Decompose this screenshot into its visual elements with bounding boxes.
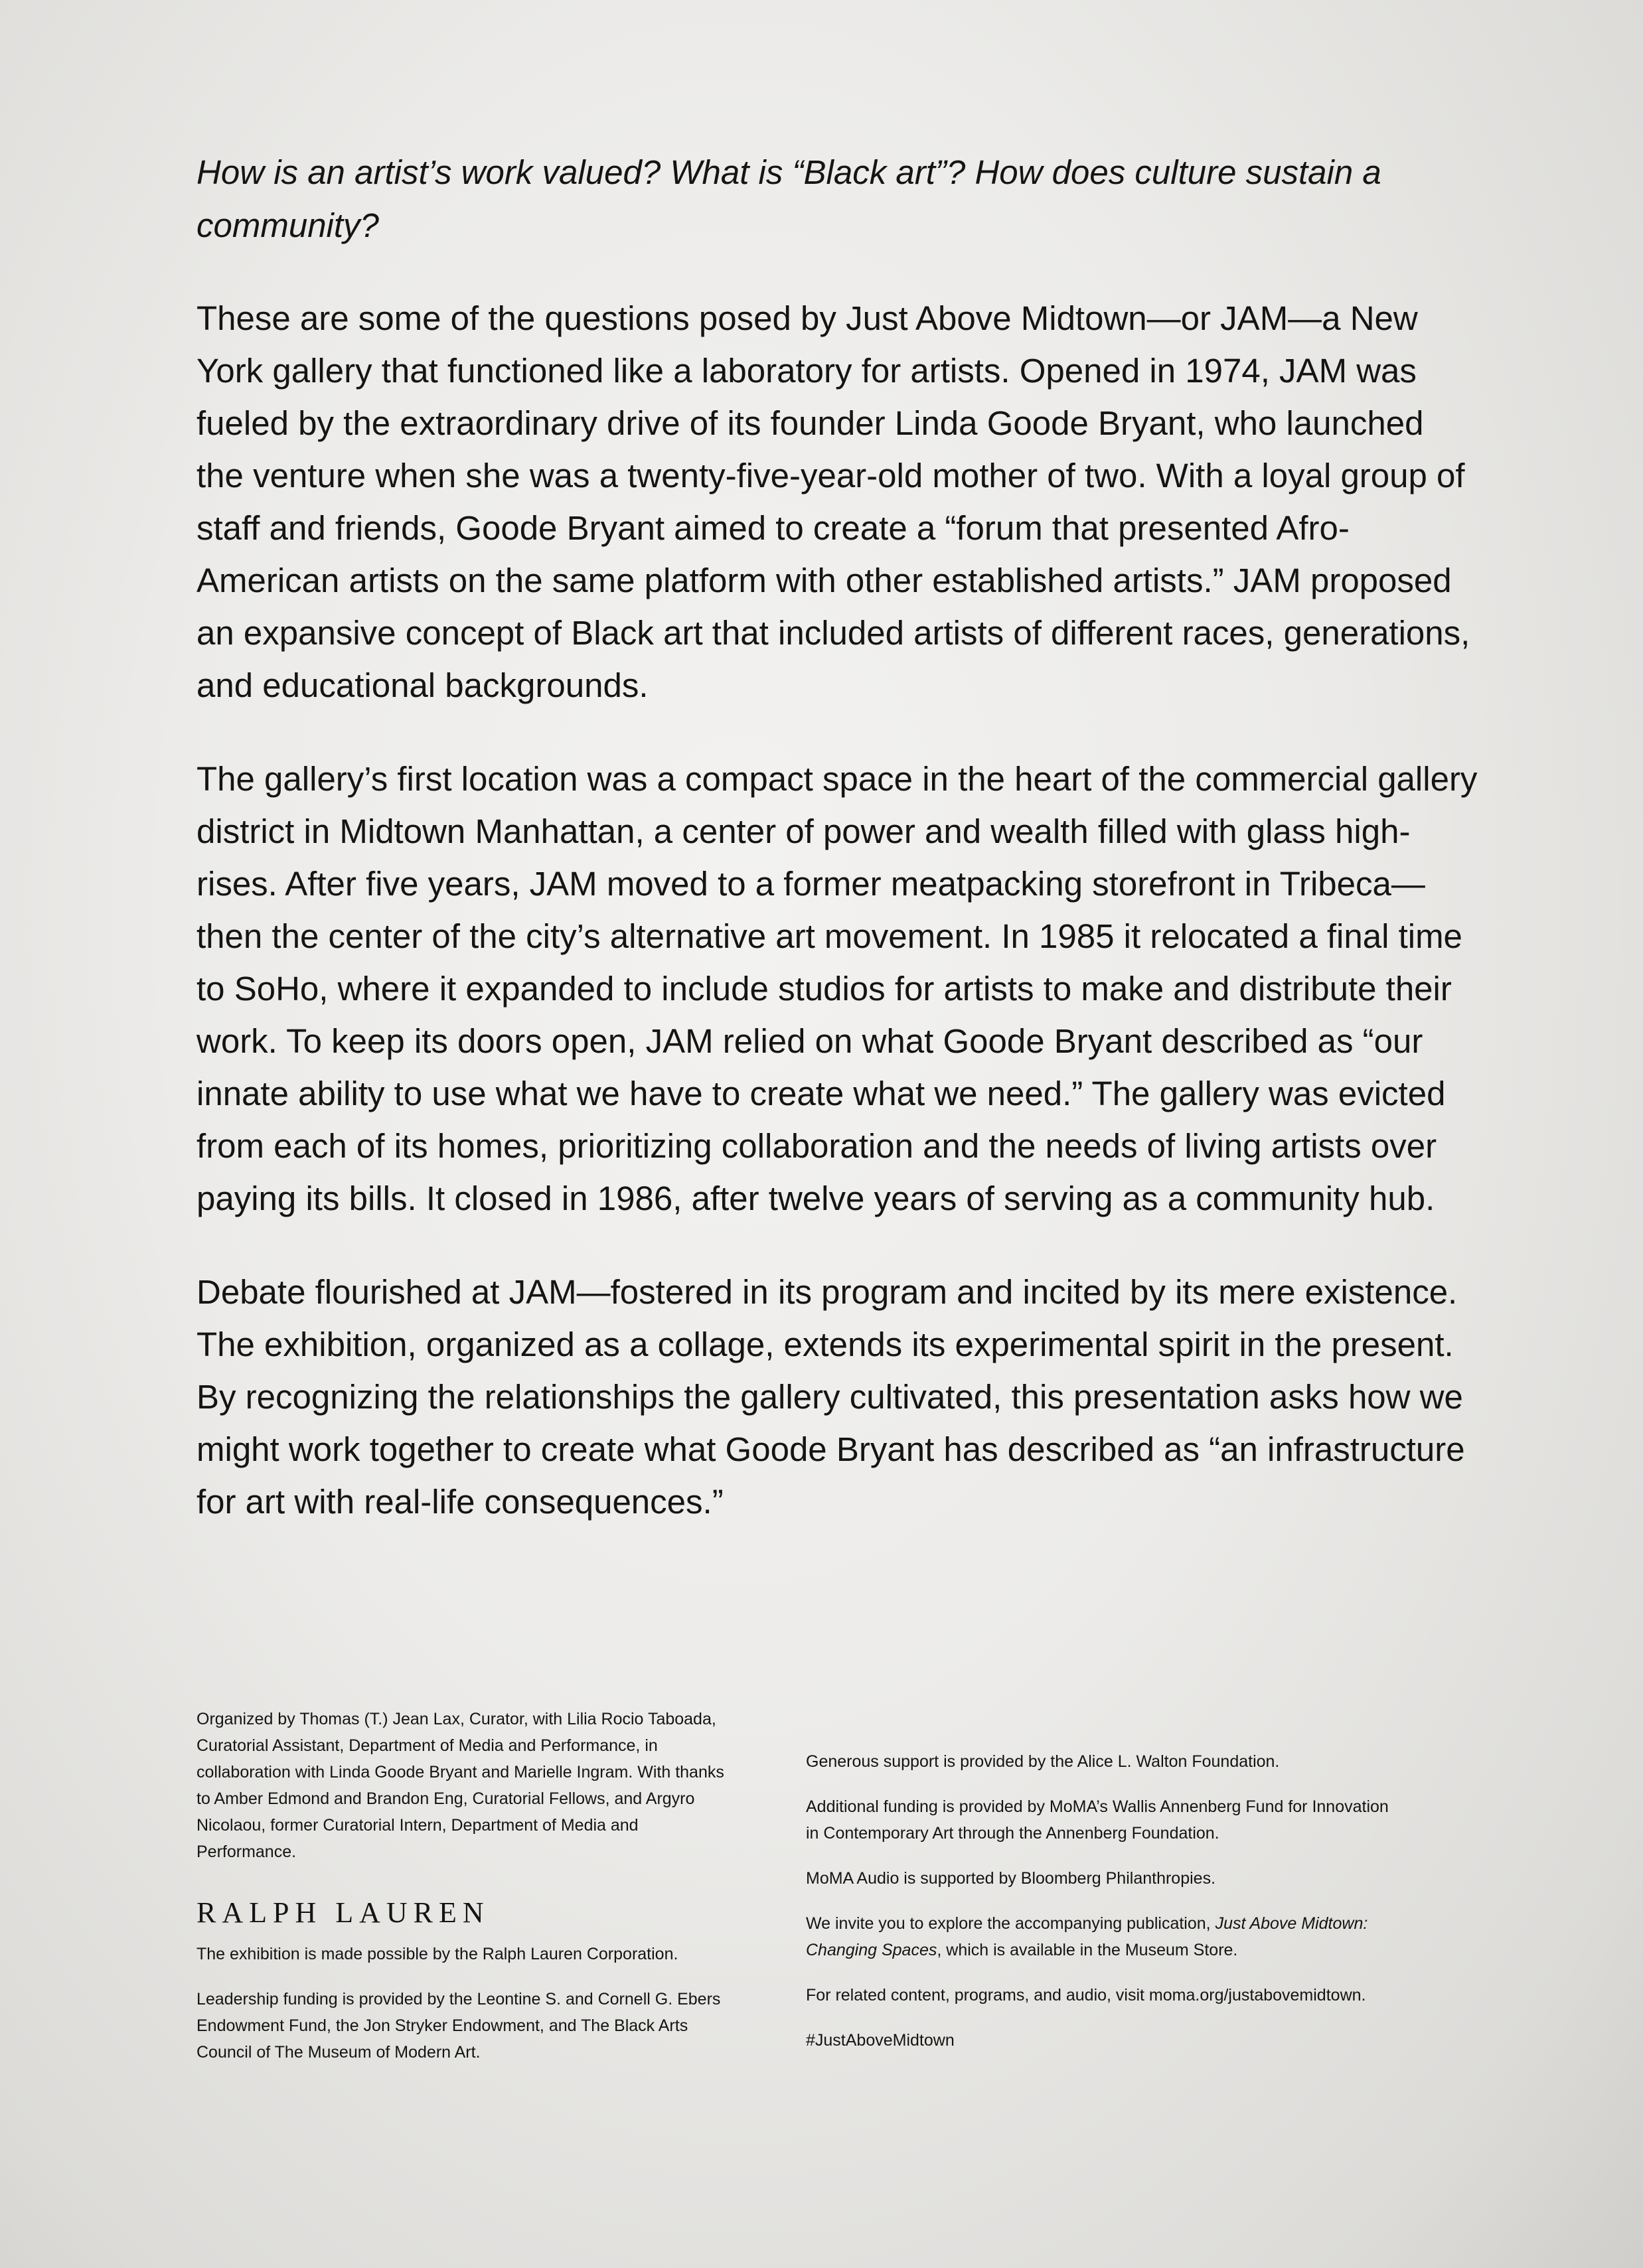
leadership-funding-credit: Leadership funding is provided by the Leontine S. and Cornell G. Ebers Endowment Fund, the Jon Stryker Endowment, and The Black Arts Council of The Museum of Modern Art. <box>196 1990 721 2062</box>
audio-credit: MoMA Audio is supported by Bloomberg Philanthropies. <box>806 1869 1216 1888</box>
generous-support-credit: Generous support is provided by the Alice L. Walton Foundation. <box>806 1752 1280 1771</box>
publication-title: Just Above Midtown: Changing Spaces <box>806 1914 1368 1959</box>
credits-left-column <box>196 1706 728 2084</box>
publication-note-post: , which is available in the Museum Store. <box>937 1941 1238 1959</box>
additional-funding-credit: Additional funding is provided by MoMA’s Wallis Annenberg Fund for Innovation in Contemporary Art through the Annenberg Foundation. <box>806 1797 1389 1843</box>
organizer-credit: Organized by Thomas (T.) Jean Lax, Curator, with Lilia Rocio Taboada, Curatorial Assistant, Department of Media and Performance, in collaboration with Linda Goode Bryant and Marielle Ingram. With thanks to Amber Edmond and Brandon Eng, Curatorial Fellows, and Argyro Nicolaou, former Curatorial Intern, Department of Media and Performance. <box>196 1710 724 1861</box>
ralph-lauren-logo: RALPH LAUREN <box>196 1896 490 1929</box>
paragraph-3: Debate flourished at JAM—fostered in its program and incited by its mere existence. The exhibition, organized as a collage, extends its experimental spirit in the present. By recognizing the relationships the gallery cultivated, this presentation asks how we might work together to create what Goode Bryant has described as “an infrastructure for art with real-life consequences.” <box>196 1273 1465 1521</box>
wall-text-panel <box>196 146 1478 1569</box>
hashtag: #JustAboveMidtown <box>806 2031 955 2050</box>
intro-questions: How is an artist’s work valued? What is “Black art”? How does culture sustain a community? <box>196 153 1381 244</box>
credits-right-column <box>806 1748 1397 2072</box>
paragraph-1: These are some of the questions posed by Just Above Midtown—or JAM—a New York gallery that functioned like a laboratory for artists. Opened in 1974, JAM was fueled by the extraordinary drive of its founder Linda Goode Bryant, who launched the venture when she was a twenty-five-year-old mother of two. With a loyal group of staff and friends, Goode Bryant aimed to create a “forum that presented Afro-American artists on the same platform with other established artists.” JAM proposed an expansive concept of Black art that included artists of different races, generations, and educational backgrounds. <box>196 299 1470 704</box>
sponsor-credit: The exhibition is made possible by the Ralph Lauren Corporation. <box>196 1945 678 1963</box>
related-content-note: For related content, programs, and audio, visit moma.org/justabovemidtown. <box>806 1986 1366 2004</box>
paragraph-2: The gallery’s first location was a compact space in the heart of the commercial gallery district in Midtown Manhattan, a center of power and wealth filled with glass high-rises. After five years, JAM moved to a former meatpacking storefront in Tribeca—then the center of the city’s alternative art movement. In 1985 it relocated a final time to SoHo, where it expanded to include studios for artists to make and distribute their work. To keep its doors open, JAM relied on what Goode Bryant described as “our innate ability to use what we have to create what we need.” The gallery was evicted from each of its homes, prioritizing collaboration and the needs of living artists over paying its bills. It closed in 1986, after twelve years of serving as a community hub. <box>196 760 1478 1217</box>
publication-note <box>806 1910 1397 1963</box>
publication-note-pre: We invite you to explore the accompanying publication, <box>806 1914 1215 1933</box>
